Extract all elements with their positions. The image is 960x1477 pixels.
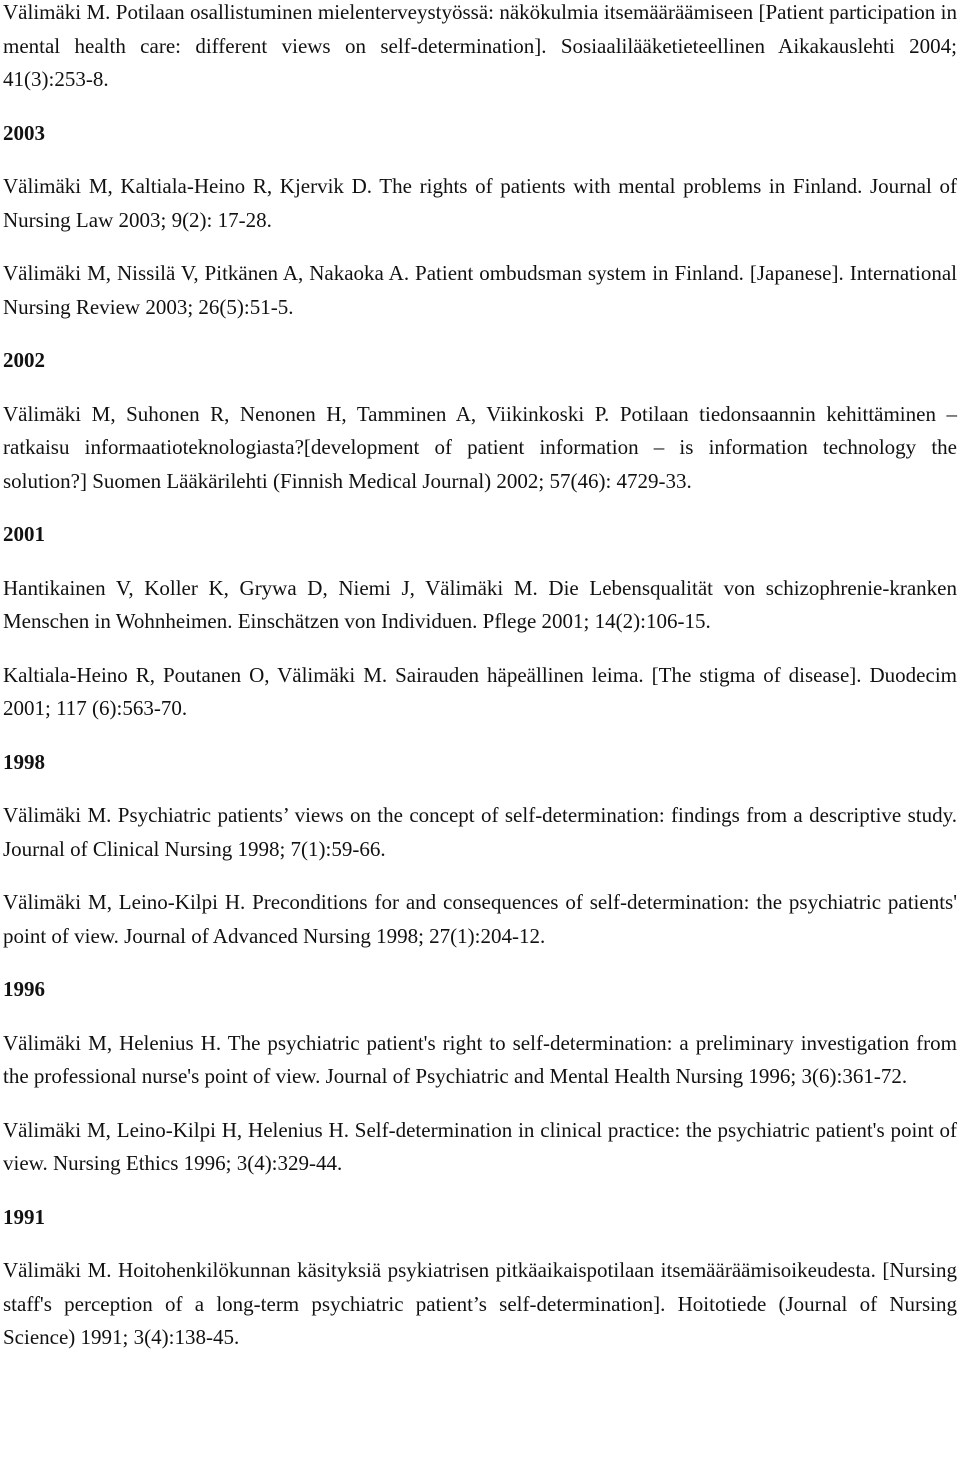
year-heading: 2001 [3, 522, 45, 546]
reference-entry: Kaltiala-Heino R, Poutanen O, Välimäki M. Sairauden häpeällinen leima. [The stigma of disease]. Duodecim 2001; 117 (6):563-70. [3, 662, 957, 720]
reference-entry: Välimäki M, Leino-Kilpi H, Helenius H. Self-determination in clinical practice: the psychiatric patient's point of view. Nursing Ethics 1996; 3(4):329-44. [3, 1117, 957, 1175]
reference-entry: Välimäki M, Helenius H. The psychiatric patient's right to self-determination: a preliminary investigation from the professional nurse's point of view. Journal of Psychiatric and Mental Health Nursing 1996; 3(6):361-72. [3, 1030, 957, 1088]
year-heading: 1991 [3, 1204, 45, 1229]
reference-entry: Välimäki M. Potilaan osallistuminen mielenterveystyössä: näkökulmia itsemääräämiseen [Patient participation in mental health care: different views on self-determination]. Sosiaalilääketieteellinen Aikakauslehti 2004; 41(3):253-8. [3, 0, 957, 91]
year-heading: 1996 [3, 977, 45, 1001]
reference-entry: Hantikainen V, Koller K, Grywa D, Niemi J, Välimäki M. Die Lebensqualität von schizophrenie-kranken Menschen in Wohnheimen. Einschätzen von Individuen. Pflege 2001; 14(2):106-15. [3, 575, 957, 633]
publication-list [3, 0, 957, 1355]
reference-entry: Välimäki M, Nissilä V, Pitkänen A, Nakaoka A. Patient ombudsman system in Finland. [Japanese]. International Nursing Review 2003; 26(5):51-5. [3, 261, 957, 319]
reference-entry: Välimäki M. Hoitohenkilökunnan käsityksiä psykiatrisen pitkäaikaispotilaan itsemääräämisoikeudesta. [Nursing staff's perception of a long-term psychiatric patient’s self-determination]. Hoitotiede (Journal of Nursing Science) 1991; 3(4):138-45. [3, 1258, 957, 1349]
year-heading: 1998 [3, 749, 45, 774]
reference-entry: Välimäki M. Psychiatric patients’ views on the concept of self-determination: findings from a descriptive study. Journal of Clinical Nursing 1998; 7(1):59-66. [3, 803, 957, 861]
year-heading: 2003 [3, 120, 45, 145]
reference-entry: Välimäki M, Kaltiala-Heino R, Kjervik D. The rights of patients with mental problems in Finland. Journal of Nursing Law 2003; 9(2): 17-28. [3, 174, 957, 232]
reference-entry: Välimäki M, Suhonen R, Nenonen H, Tamminen A, Viikinkoski P. Potilaan tiedonsaannin kehittäminen – ratkaisu informaatioteknologiasta?[development of patient information – is information technology the solution?] Suomen Lääkärilehti (Finnish Medical Journal) 2002; 57(46): 4729-33. [3, 401, 957, 493]
reference-entry: Välimäki M, Leino-Kilpi H. Preconditions for and consequences of self-determination: the psychiatric patients' point of view. Journal of Advanced Nursing 1998; 27(1):204-12. [3, 890, 957, 948]
year-heading: 2002 [3, 348, 45, 372]
